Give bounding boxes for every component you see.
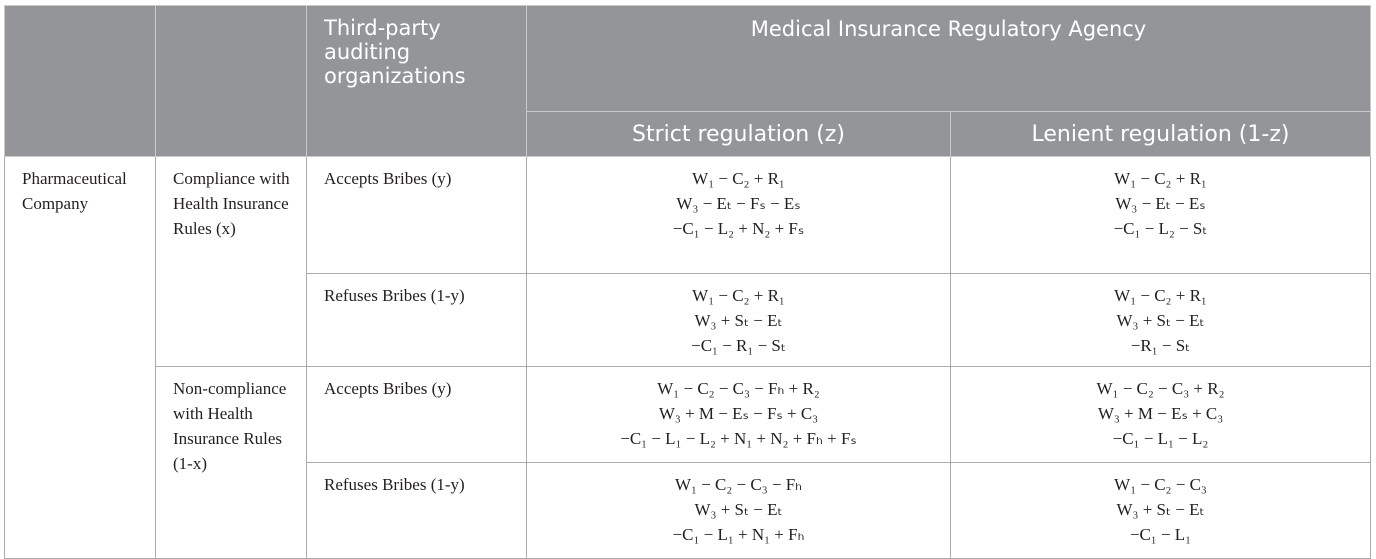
header-auditors: Third-party auditing organizations <box>307 6 527 157</box>
payoff-cell <box>951 463 1371 559</box>
payoff-cell <box>951 367 1371 463</box>
payoff-line: −C₁ − L₁ <box>1129 525 1192 544</box>
header-blank-2 <box>156 6 307 157</box>
table-row <box>5 367 1371 463</box>
table-row <box>5 157 1371 274</box>
payoff-line: −R₁ − Sₜ <box>1130 336 1191 355</box>
payoff-line: W₃ + Sₜ − Eₜ <box>694 500 783 519</box>
payoff-line: W₁ − C₂ − C₃ − Fₕ <box>674 475 803 494</box>
payoff-line: −C₁ − L₂ − Sₜ <box>1113 219 1208 238</box>
auditor-label: Refuses Bribes (1-y) <box>307 463 527 559</box>
auditor-label: Refuses Bribes (1-y) <box>307 274 527 367</box>
strategy-label-compliance: Compliance with Health Insurance Rules (x) <box>156 157 307 367</box>
header-agency: Medical Insurance Regulatory Agency <box>527 6 1371 112</box>
payoff-line: W₁ − C₂ − C₃ + R₂ <box>1096 379 1225 398</box>
payoff-cell <box>527 274 951 367</box>
payoff-line: W₁ − C₂ − C₃ − Fₕ + R₂ <box>657 379 820 398</box>
payoff-line: W₃ − Eₜ − Eₛ <box>1115 194 1206 213</box>
auditor-label: Accepts Bribes (y) <box>307 367 527 463</box>
payoff-line: W₃ + Sₜ − Eₜ <box>694 311 783 330</box>
payoff-line: W₁ − C₂ + R₁ <box>1114 286 1207 305</box>
strategy-label-noncompliance: Non-compliance with Health Insurance Rules (1-x) <box>156 367 307 559</box>
header-strict: Strict regulation (z) <box>527 112 951 157</box>
auditor-label: Accepts Bribes (y) <box>307 157 527 274</box>
payoff-line: −C₁ − L₁ − L₂ <box>1112 429 1209 448</box>
player-label: Pharmaceutical Company <box>5 157 156 559</box>
payoff-line: −C₁ − L₁ − L₂ + N₁ + N₂ + Fₕ + Fₛ <box>620 429 857 448</box>
payoff-cell <box>951 157 1371 274</box>
payoff-cell <box>951 274 1371 367</box>
payoff-cell <box>527 367 951 463</box>
payoff-line: W₃ − Eₜ − Fₛ − Eₛ <box>676 194 801 213</box>
payoff-line: W₁ − C₂ + R₁ <box>692 169 785 188</box>
payoff-line: W₃ + Sₜ − Eₜ <box>1116 311 1205 330</box>
payoff-line: W₁ − C₂ − C₃ <box>1114 475 1207 494</box>
payoff-cell <box>527 463 951 559</box>
payoff-line: −C₁ − R₁ − Sₜ <box>691 336 786 355</box>
payoff-line: W₃ + Sₜ − Eₜ <box>1116 500 1205 519</box>
payoff-cell <box>527 157 951 274</box>
payoff-line: W₃ + M − Eₛ − Fₛ + C₃ <box>658 404 819 423</box>
header-blank-1 <box>5 6 156 157</box>
payoff-line: W₁ − C₂ + R₁ <box>692 286 785 305</box>
payoff-line: W₃ + M − Eₛ + C₃ <box>1097 404 1224 423</box>
payoff-line: −C₁ − L₂ + N₂ + Fₛ <box>672 219 805 238</box>
payoff-line: W₁ − C₂ + R₁ <box>1114 169 1207 188</box>
payoff-line: −C₁ − L₁ + N₁ + Fₕ <box>672 525 805 544</box>
header-lenient: Lenient regulation (1-z) <box>951 112 1371 157</box>
payoff-matrix-table <box>4 5 1371 559</box>
